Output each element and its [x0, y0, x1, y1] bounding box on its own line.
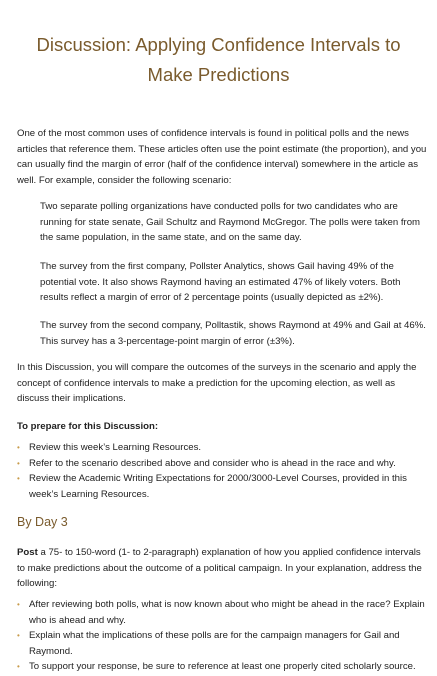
page-title-line-1: Discussion: Applying Confidence Intervals to	[36, 34, 401, 55]
scenario-paragraph-2: The survey from the first company, Pollster Analytics, shows Gail having 49% of the potential vote. It also shows Raymond having an estimated 47% of likely voters. Both results reflect a margin of error of 2 percentage points (usually depicted as ±2%).	[40, 261, 401, 304]
prepare-item	[17, 440, 427, 456]
post-requirement-item	[17, 659, 429, 675]
post-instructions	[17, 545, 429, 592]
post-label: Post	[17, 547, 38, 558]
discussion-paragraph: In this Discussion, you will compare the outcomes of the surveys in the scenario and apply the concept of confidence intervals to make a prediction for the upcoming election, as well as discuss their implications.	[17, 362, 417, 405]
post-requirement-text: To support your response, be sure to reference at least one properly cited scholarly source.	[29, 661, 416, 673]
post-requirement-item	[17, 628, 429, 659]
day3-heading: By Day 3	[17, 515, 68, 529]
prepare-item-text: Refer to the scenario described above and consider who is ahead in the race and why.	[29, 457, 396, 469]
post-requirement-text: Explain what the implications of these polls are for the campaign managers for Gail and Raymond.	[29, 630, 400, 657]
prepare-item	[17, 471, 427, 502]
scenario-paragraph-3: The survey from the second company, Polltastik, shows Raymond at 49% and Gail at 46%. This survey has a 3-percentage-point margin of error (±3%).	[40, 320, 426, 347]
post-text: a 75- to 150-word (1- to 2-paragraph) explanation of how you applied confidence intervals to make predictions about the outcome of a political campaign. In your explanation, address the following:	[17, 547, 422, 590]
post-requirements-list	[17, 597, 429, 675]
prepare-heading: To prepare for this Discussion:	[17, 421, 159, 432]
post-requirement-text: After reviewing both polls, what is now known about who might be ahead in the race? Explain who is ahead and why.	[29, 599, 425, 626]
intro-paragraph: One of the most common uses of confidence intervals is found in political polls and the news articles that reference them. These articles often use the point estimate (the proportion), and you can usually find the margin of error (half of the confidence interval) somewhere in the article as well. For example, consider the following scenario:	[17, 128, 427, 186]
page-title	[0, 30, 437, 90]
post-requirement-item	[17, 597, 429, 628]
page-title-line-2: Make Predictions	[147, 64, 290, 85]
prepare-item-text: Review this week’s Learning Resources.	[29, 442, 202, 453]
scenario-paragraph-1: Two separate polling organizations have conducted polls for two candidates who are running for state senate, Gail Schultz and Raymond McGregor. The polls were taken from the same population, in the same state, and on the same day.	[40, 201, 421, 244]
prepare-list	[17, 440, 427, 502]
prepare-item-text: Review the Academic Writing Expectations for 2000/3000-Level Courses, provided in this week’s Learning Resources.	[29, 473, 407, 500]
prepare-item	[17, 456, 427, 472]
